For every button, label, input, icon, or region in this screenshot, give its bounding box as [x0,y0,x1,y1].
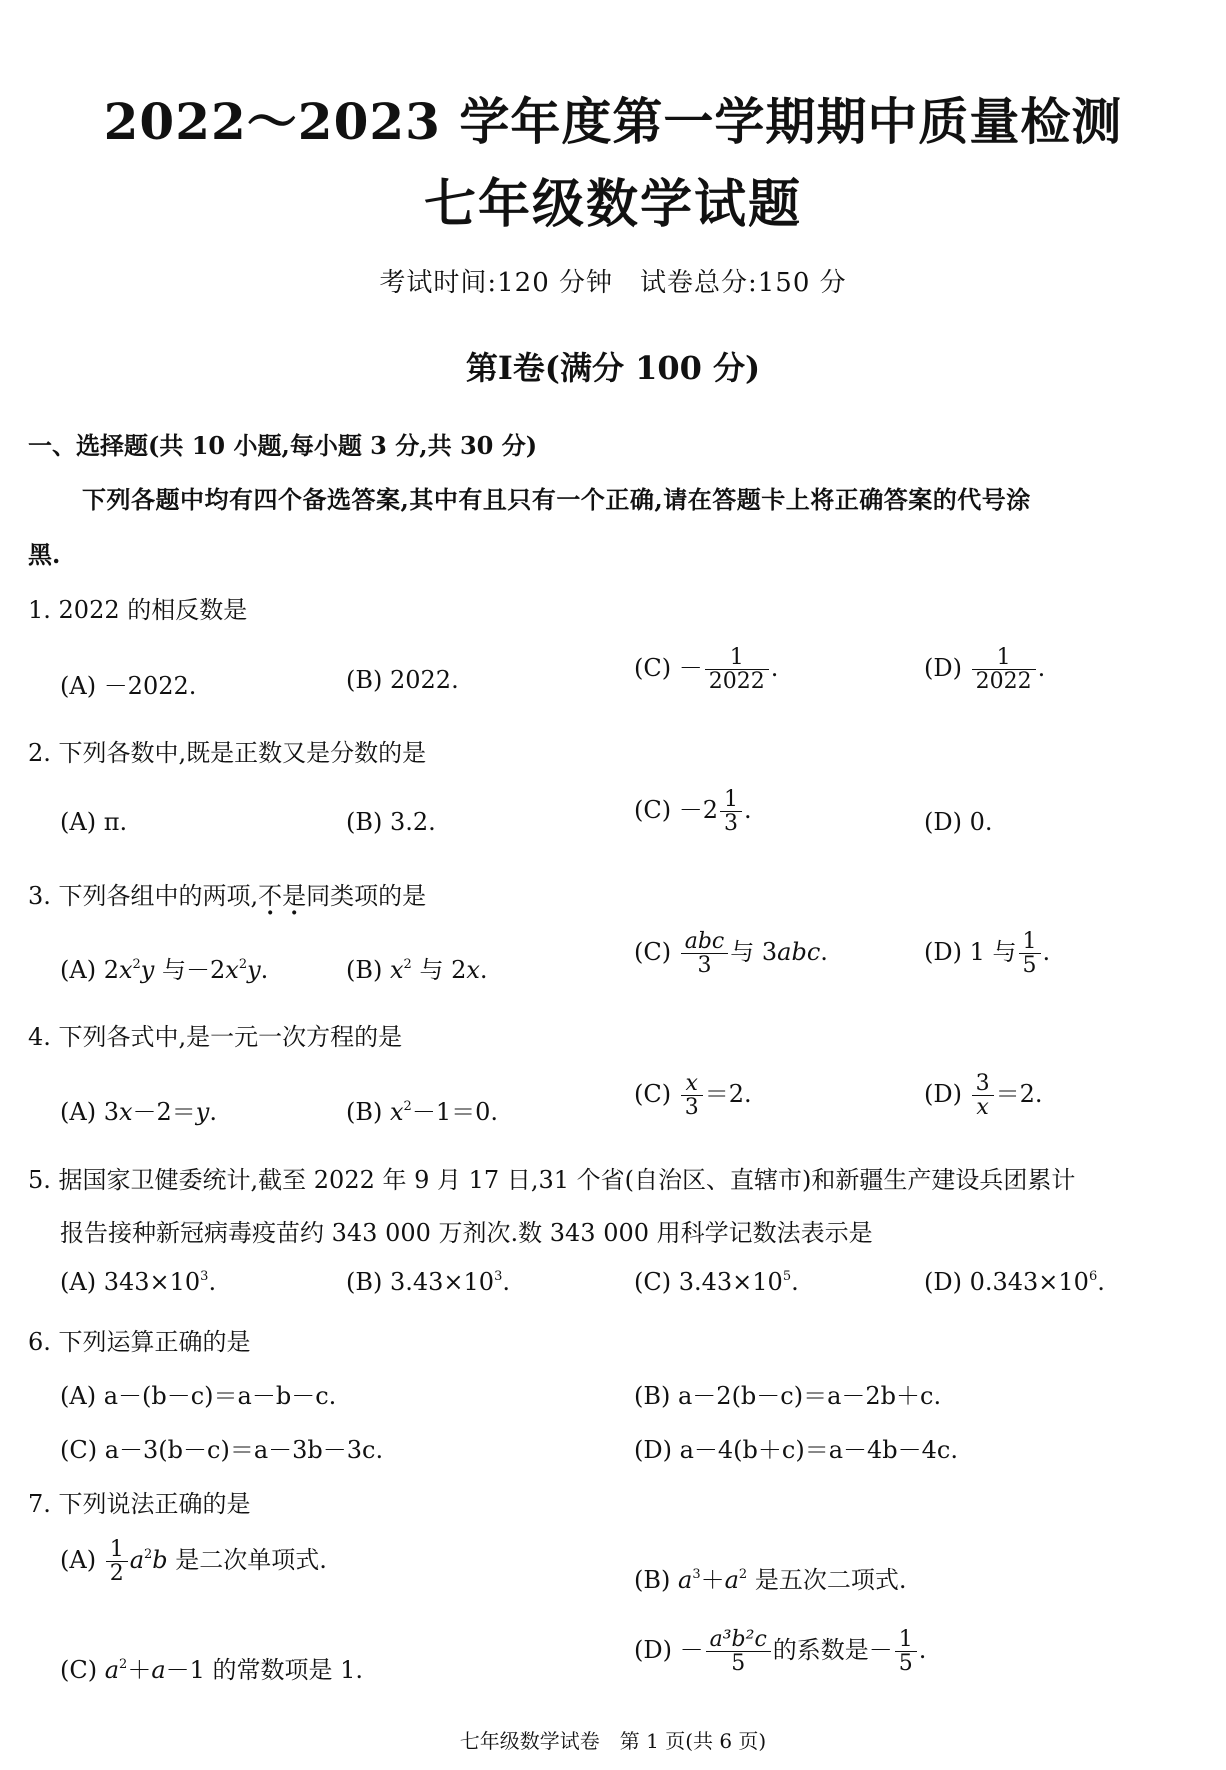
exam-info: 考试时间:120 分钟 试卷总分:150 分 [379,268,847,298]
page-footer: 七年级数学试卷 第 1 页(共 6 页) [459,1729,767,1753]
question-3-option-c: (C) $\frac{\text{abc}}{3}$ 与 3abc. [634,929,828,979]
question-5-option-c: (C) $3.43\times 10^5$. [634,1268,799,1296]
fraction: $\frac{1}{2}$ [106,1538,128,1585]
question-2-stem: 2. 下列各数中,既是正数又是分数的是 [28,739,427,767]
question-3-option-b: (B) $x^2$ 与 2x. [346,956,488,984]
fraction: $\frac{1}{5}$ [895,1628,917,1675]
fraction: $\frac{\text{a³b²c}}{5}$ [706,1628,771,1675]
question-2-option-d: (D) 0. [924,808,993,836]
question-4-option-d: (D) $\frac{3}{x}$ ＝2. [924,1071,1043,1121]
fraction: $\frac{3}{x}$ [972,1072,994,1119]
exam-title-line1: 2022～2023 学年度第一学期期中质量检测 [103,92,1123,151]
question-4-option-a: (A) 3x－2＝y. [60,1098,217,1126]
question-1-stem: 1. 2022 的相反数是 [28,596,248,624]
question-6-stem: 6. 下列运算正确的是 [28,1328,251,1356]
question-1-option-b: (B) 2022. [346,666,459,694]
question-5-option-b: (B) $3.43\times 10^3$. [346,1268,510,1296]
question-4-option-b: (B) $x^2-1=0$. [346,1098,498,1126]
question-1-option-a: (A) －2022. [60,672,197,700]
question-2-option-c: (C) －2 $\frac{1}{3}$ . [634,787,752,837]
question-3-option-d: (D) 1 与 $\frac{1}{5}$ . [924,929,1051,979]
question-3-option-a: (A) $2x^2y$ 与$-2x^2y$. [60,956,269,984]
fraction: $\frac{1}{5}$ [1019,930,1041,977]
question-5-stem-line-2: 报告接种新冠病毒疫苗约 343 000 万剂次.数 343 000 用科学记数法表示是 [60,1219,873,1247]
question-1-option-d: (D) $\frac{1}{2022}$ . [924,645,1046,695]
question-6-option-d: (D) a－4(b＋c)＝a－4b－4c. [634,1436,958,1464]
question-3-stem: 3. 下列各组中的两项,不是同类项的是 [28,882,427,910]
fraction: $\frac{1}{2022}$ [972,646,1036,693]
question-7-option-b: (B) $a^3+a^2$ 是五次二项式. [634,1566,907,1594]
question-6-option-a: (A) a－(b－c)＝a－b－c. [60,1382,337,1410]
question-1-option-c: (C) － $\frac{1}{2022}$ . [634,645,779,695]
question-7-option-c: (C) $a^2+a-1$ 的常数项是 1. [60,1656,364,1684]
question-2-option-a: (A) π. [60,808,128,836]
instruction-line-1: 下列各题中均有四个备选答案,其中有且只有一个正确,请在答题卡上将正确答案的代号涂 [82,485,1031,514]
question-6-option-c: (C) a－3(b－c)＝a－3b－3c. [60,1436,384,1464]
fraction: $\frac{\text{abc}}{3}$ [681,930,729,977]
volume-heading: 第Ⅰ卷(满分 100 分) [465,349,761,387]
section-heading: 一、选择题(共 10 小题,每小题 3 分,共 30 分) [28,431,538,460]
question-5-stem-line-1: 5. 据国家卫健委统计,截至 2022 年 9 月 17 日,31 个省(自治区、直辖市)和新疆生产建设兵团累计 [28,1166,1076,1194]
fraction: $\frac{1}{3}$ [720,788,742,835]
fraction: $\frac{1}{2022}$ [705,646,769,693]
fraction: $\frac{x}{3}$ [681,1072,703,1119]
question-7-option-a: (A) $\frac{1}{2}$ $a^2b$ 是二次单项式. [60,1537,327,1587]
question-4-option-c: (C) $\frac{x}{3}$ ＝2. [634,1071,752,1121]
question-5-option-a: (A) $343\times 10^3$. [60,1268,217,1296]
question-5-option-d: (D) $0.343\times 10^6$. [924,1268,1105,1296]
question-7-option-d: (D) － $\frac{\text{a³b²c}}{5}$ 的系数是－ $\frac{1}{5}$ . [634,1627,927,1677]
question-4-stem: 4. 下列各式中,是一元一次方程的是 [28,1023,403,1051]
instruction-line-2: 黑. [28,540,61,569]
question-6-option-b: (B) a－2(b－c)＝a－2b＋c. [634,1382,942,1410]
question-7-stem: 7. 下列说法正确的是 [28,1490,251,1518]
question-2-option-b: (B) 3.2. [346,808,436,836]
exam-title-line2: 七年级数学试题 [423,174,802,235]
